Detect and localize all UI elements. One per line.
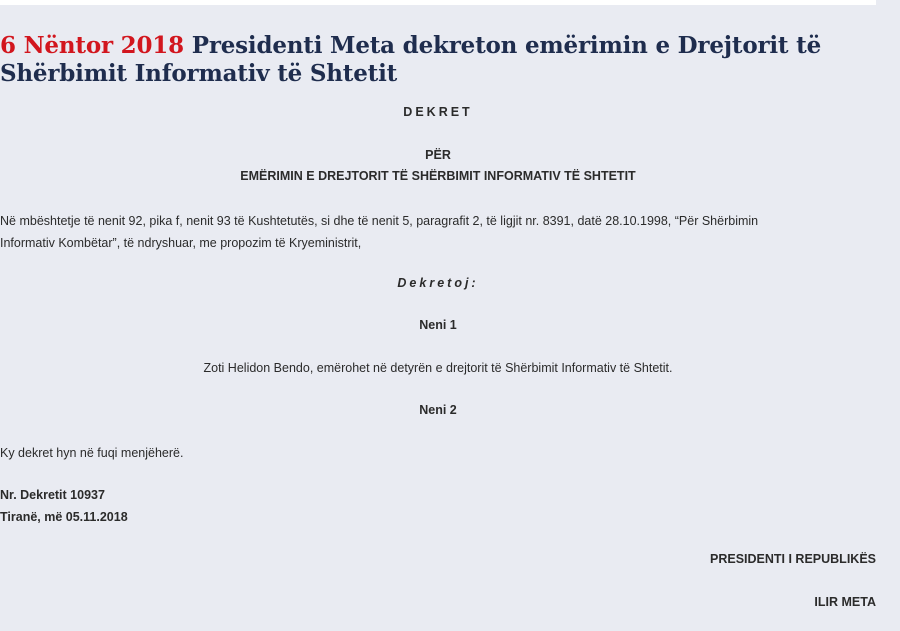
signature-name: ILIR META — [814, 595, 876, 609]
decree-heading: DEKRET — [403, 105, 473, 119]
decree-dekretoj: Dekretoj: — [397, 276, 479, 290]
decree-per: PËR — [425, 148, 451, 162]
article-2-title: Neni 2 — [419, 403, 457, 417]
decree-place-date: Tiranë, më 05.11.2018 — [0, 510, 128, 524]
top-header-strip — [0, 0, 876, 5]
article-2-text: Ky dekret hyn në fuqi menjëherë. — [0, 446, 184, 460]
decree-subject: EMËRIMIN E DREJTORIT TË SHËRBIMIT INFORMATIV TË SHTETIT — [240, 169, 636, 183]
decree-preamble-line-1: Në mbështetje të nenit 92, pika f, nenit 93 të Kushtetutës, si dhe të nenit 5, paragrafit 2, të ligjit nr. 8391, datë 28.10.1998, “Për Shërbimin — [0, 214, 759, 228]
signature-title: PRESIDENTI I REPUBLIKËS — [710, 552, 876, 566]
decree-preamble — [0, 210, 876, 254]
decree-number: Nr. Dekretit 10937 — [0, 488, 105, 502]
article-1-text: Zoti Helidon Bendo, emërohet në detyrën e drejtorit të Shërbimit Informativ të Shtetit. — [203, 361, 673, 375]
article-headline: Presidenti Meta dekreton emërimin e Drejtorit të Shërbimit Informativ të Shtetit — [0, 32, 822, 87]
article-title — [0, 32, 870, 88]
article-date: 6 Nëntor 2018 — [0, 32, 184, 59]
article-1-title: Neni 1 — [419, 318, 457, 332]
decree-preamble-line-2: Informativ Kombëtar”, të ndryshuar, me propozim të Kryeministrit, — [0, 236, 362, 250]
